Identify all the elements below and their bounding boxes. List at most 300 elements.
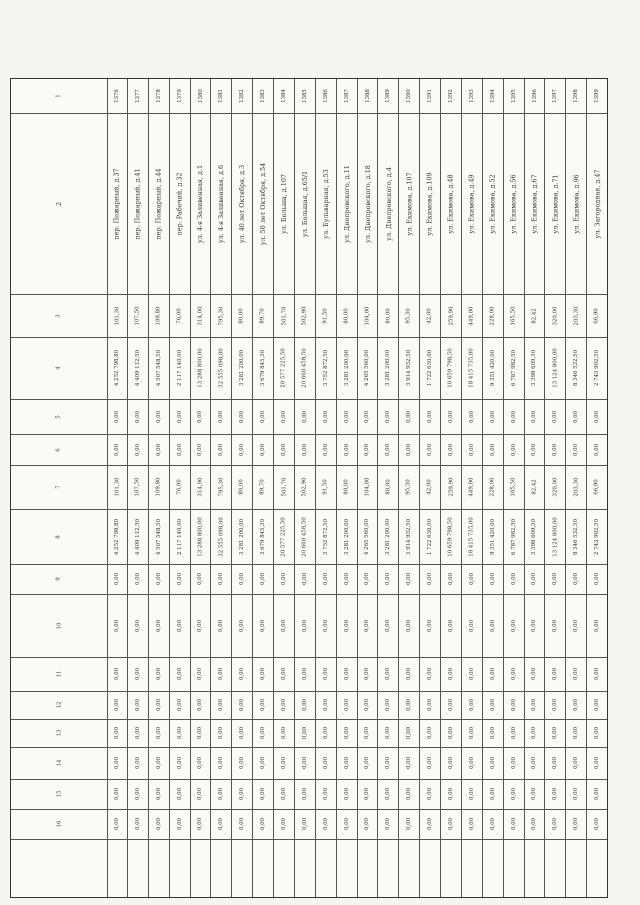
cell-text: 1386 xyxy=(322,89,329,103)
table-cell xyxy=(587,294,607,337)
cell-text: 80,00 xyxy=(239,479,246,495)
cell-text: 0,00 xyxy=(280,698,287,712)
table-cell xyxy=(232,337,252,399)
table-cell xyxy=(462,809,482,839)
cell-text: 3 281 200,00 xyxy=(385,518,392,555)
table-cell xyxy=(337,779,357,809)
cell-text: 0,00 xyxy=(489,619,496,632)
cell-text: 2 743 902,50 xyxy=(594,349,601,387)
cell-text: 80,00 xyxy=(385,307,392,324)
table-cell xyxy=(295,691,315,719)
table-cell xyxy=(462,113,482,294)
cell-text: 4 507 548,50 xyxy=(155,349,162,387)
cell-text: 0,00 xyxy=(113,756,120,770)
table-cell xyxy=(462,657,482,691)
cell-text: 0,00 xyxy=(468,443,475,456)
cell-text: 0,00 xyxy=(197,698,204,712)
cell-text: 0,00 xyxy=(510,756,517,770)
cell-text: ул. 40 лет Октября, д.3 xyxy=(238,164,247,243)
cell-text: 0,00 xyxy=(385,698,392,712)
table-cell xyxy=(149,294,169,337)
cell-text: 0,00 xyxy=(364,726,371,740)
cell-text: 1 722 630,00 xyxy=(427,349,434,387)
cell-text: 6 xyxy=(56,447,62,452)
cell-text: 2 117 140,00 xyxy=(176,349,183,387)
cell-text: 0,00 xyxy=(489,572,496,586)
table-cell xyxy=(358,79,378,113)
cell-text: 0,00 xyxy=(364,443,371,456)
cell-text: 0,00 xyxy=(406,787,413,801)
table-cell xyxy=(358,747,378,779)
table-cell xyxy=(337,594,357,657)
table-cell xyxy=(587,564,607,594)
table-row xyxy=(525,79,546,897)
cell-text: 0,00 xyxy=(468,619,475,632)
cell-text: 1 722 630,00 xyxy=(427,518,434,555)
table-cell xyxy=(191,779,211,809)
table-cell xyxy=(316,337,336,399)
cell-text: 0,00 xyxy=(176,667,183,681)
cell-text: 0,00 xyxy=(364,572,371,586)
cell-text: 0,00 xyxy=(134,619,141,632)
cell-text: 0,00 xyxy=(510,667,517,681)
cell-text: 0,00 xyxy=(260,667,267,681)
table-cell xyxy=(587,113,607,294)
table-cell xyxy=(504,399,524,434)
table-cell xyxy=(587,691,607,719)
table-cell xyxy=(191,113,211,294)
table-cell xyxy=(545,509,565,564)
table-cell xyxy=(358,337,378,399)
row-divider xyxy=(11,399,607,400)
table-cell xyxy=(525,747,545,779)
table-cell xyxy=(483,113,503,294)
cell-text: 0,00 xyxy=(239,667,246,681)
cell-text: 0,00 xyxy=(594,443,601,456)
table-cell xyxy=(170,79,190,113)
cell-text: 3 281 200,00 xyxy=(343,518,350,555)
table-row xyxy=(483,79,504,897)
cell-text: 165,50 xyxy=(510,477,517,497)
cell-text: 0,00 xyxy=(113,443,120,456)
table-cell xyxy=(316,594,336,657)
table-cell xyxy=(587,719,607,747)
table-cell xyxy=(420,747,440,779)
table-cell xyxy=(253,113,273,294)
cell-text: 0,00 xyxy=(155,667,162,681)
table-cell xyxy=(295,747,315,779)
table-cell xyxy=(274,294,294,337)
table-cell xyxy=(483,747,503,779)
cell-text: 0,00 xyxy=(447,817,454,831)
table-cell xyxy=(566,779,586,809)
table-cell xyxy=(378,113,398,294)
cell-text: 3 914 932,50 xyxy=(406,518,413,555)
cell-text: 0,00 xyxy=(301,443,308,456)
cell-text: 0,00 xyxy=(343,698,350,712)
cell-text: 0,00 xyxy=(218,410,225,423)
table-cell xyxy=(358,434,378,465)
table-cell xyxy=(107,809,127,839)
cell-text: 9 xyxy=(56,577,62,581)
table-cell xyxy=(191,594,211,657)
table-cell xyxy=(128,509,148,564)
cell-text: 0,00 xyxy=(301,698,308,712)
table-cell xyxy=(170,691,190,719)
table-cell xyxy=(420,509,440,564)
table-row xyxy=(253,79,274,897)
table-cell xyxy=(107,594,127,657)
cell-text: 1382 xyxy=(239,89,246,103)
cell-text: 0,00 xyxy=(113,726,120,740)
cell-text: 1397 xyxy=(552,89,559,103)
cell-text: 0,00 xyxy=(447,572,454,586)
cell-text: 0,00 xyxy=(510,787,517,801)
table-cell xyxy=(358,657,378,691)
table-cell xyxy=(316,465,336,509)
cell-text: 0,00 xyxy=(573,619,580,632)
table-cell xyxy=(191,691,211,719)
row-divider xyxy=(11,564,607,565)
cell-text: 0,00 xyxy=(239,443,246,456)
row-divider xyxy=(11,465,607,466)
table-cell xyxy=(504,294,524,337)
table-cell xyxy=(525,337,545,399)
table-cell xyxy=(274,399,294,434)
cell-text: 502,90 xyxy=(301,306,308,325)
cell-text: 0,00 xyxy=(364,619,371,632)
cell-text: 0,00 xyxy=(134,572,141,586)
cell-text: 0,00 xyxy=(280,787,287,801)
table-cell xyxy=(253,719,273,747)
table-cell xyxy=(358,294,378,337)
table-cell xyxy=(149,747,169,779)
cell-text: 7 xyxy=(56,485,62,489)
table-cell xyxy=(566,399,586,434)
table-header xyxy=(11,79,108,897)
cell-text: 10 659 798,50 xyxy=(447,348,454,388)
cell-text: 0,00 xyxy=(531,817,538,831)
table-cell xyxy=(107,113,127,294)
cell-text: 0,00 xyxy=(489,443,496,456)
table-cell xyxy=(211,509,231,564)
cell-text: 795,30 xyxy=(218,477,225,497)
table-cell xyxy=(504,691,524,719)
table-cell xyxy=(295,294,315,337)
cell-text: 0,00 xyxy=(218,572,225,586)
cell-text: 3 752 872,50 xyxy=(322,349,329,387)
cell-text: ул. Екимова, д.96 xyxy=(572,173,581,234)
table-cell xyxy=(441,465,461,509)
cell-text: 1377 xyxy=(134,89,141,103)
table-cell xyxy=(441,564,461,594)
table-cell xyxy=(232,465,252,509)
cell-text: 5 xyxy=(56,414,62,419)
cell-text: 0,00 xyxy=(552,443,559,456)
table-cell xyxy=(483,719,503,747)
cell-text: 0,00 xyxy=(322,817,329,831)
table-cell xyxy=(232,79,252,113)
table-cell xyxy=(378,809,398,839)
cell-text: 0,00 xyxy=(260,572,267,586)
table-cell xyxy=(274,779,294,809)
header-cell xyxy=(11,657,107,691)
cell-text: 0,00 xyxy=(406,726,413,740)
cell-text: 0,00 xyxy=(176,572,183,586)
cell-text: 0,00 xyxy=(406,572,413,586)
row-divider xyxy=(11,434,607,435)
cell-text: 0,00 xyxy=(427,756,434,770)
cell-text: 0,00 xyxy=(343,667,350,681)
table-cell xyxy=(378,564,398,594)
cell-text: 0,00 xyxy=(134,756,141,770)
cell-text: 0,00 xyxy=(301,572,308,586)
table-cell xyxy=(399,594,419,657)
table-cell xyxy=(211,465,231,509)
cell-text: 91,50 xyxy=(322,479,329,495)
table-cell xyxy=(295,79,315,113)
table-cell xyxy=(295,594,315,657)
table-cell xyxy=(232,719,252,747)
table-cell xyxy=(462,594,482,657)
header-cell xyxy=(11,691,107,719)
table-cell xyxy=(274,747,294,779)
table-cell xyxy=(274,509,294,564)
table-row xyxy=(441,79,462,897)
table-cell xyxy=(191,399,211,434)
cell-text: 0,00 xyxy=(280,410,287,423)
table-cell xyxy=(232,113,252,294)
table-cell xyxy=(232,434,252,465)
cell-text: 0,00 xyxy=(447,698,454,712)
cell-text: 16 xyxy=(55,820,62,828)
header-cell xyxy=(11,719,107,747)
cell-text: 0,00 xyxy=(406,443,413,456)
cell-text: 0,00 xyxy=(594,410,601,423)
cell-text: 0,00 xyxy=(343,756,350,770)
table-cell xyxy=(545,465,565,509)
cell-text: 0,00 xyxy=(197,817,204,831)
table-cell xyxy=(149,465,169,509)
table-cell xyxy=(128,691,148,719)
table-cell xyxy=(566,79,586,113)
cell-text: ул. 4-я Заливенная, д.6 xyxy=(217,164,226,243)
cell-text: 0,00 xyxy=(573,817,580,831)
table-cell xyxy=(378,657,398,691)
cell-text: 14 xyxy=(55,759,62,767)
table-cell xyxy=(378,691,398,719)
cell-text: 0,00 xyxy=(218,756,225,770)
cell-text: 1378 xyxy=(155,89,162,103)
table-cell xyxy=(441,434,461,465)
table-cell xyxy=(274,113,294,294)
cell-text: 13 288 800,00 xyxy=(197,348,204,388)
table-cell xyxy=(378,399,398,434)
table-cell xyxy=(170,337,190,399)
table-cell xyxy=(545,691,565,719)
table-cell xyxy=(316,113,336,294)
table-cell xyxy=(525,719,545,747)
table-cell xyxy=(420,399,440,434)
table-row xyxy=(107,79,128,897)
table-cell xyxy=(170,747,190,779)
table-cell xyxy=(483,465,503,509)
table-cell xyxy=(566,465,586,509)
cell-text: ул. Днепровского, д.18 xyxy=(363,164,372,243)
cell-text: 0,00 xyxy=(280,572,287,586)
table-cell xyxy=(483,399,503,434)
cell-text: 0,00 xyxy=(218,619,225,632)
cell-text: 0,00 xyxy=(552,787,559,801)
table-cell xyxy=(191,564,211,594)
table-row xyxy=(504,79,525,897)
cell-text: 0,00 xyxy=(468,726,475,740)
cell-text: 107,50 xyxy=(134,477,141,497)
cell-text: 8 346 532,50 xyxy=(573,349,580,387)
cell-text: 1391 xyxy=(427,89,434,103)
cell-text: 0,00 xyxy=(594,619,601,632)
table-cell xyxy=(149,399,169,434)
cell-text: 91,50 xyxy=(322,307,329,324)
table-cell xyxy=(545,564,565,594)
table-cell xyxy=(358,509,378,564)
table-cell xyxy=(149,594,169,657)
table-cell xyxy=(566,691,586,719)
table-cell xyxy=(566,434,586,465)
table-cell xyxy=(107,399,127,434)
cell-text: 20 577 225,50 xyxy=(280,516,287,557)
cell-text: 0,00 xyxy=(552,817,559,831)
cell-text: 0,00 xyxy=(239,787,246,801)
table-cell xyxy=(316,809,336,839)
cell-text: 0,00 xyxy=(134,443,141,456)
table-cell xyxy=(128,594,148,657)
cell-text: 0,00 xyxy=(197,667,204,681)
cell-text: 0,00 xyxy=(406,817,413,831)
cell-text: 0,00 xyxy=(385,572,392,586)
header-cell xyxy=(11,113,107,294)
cell-text: 795,30 xyxy=(218,306,225,325)
table-cell xyxy=(253,691,273,719)
table-cell xyxy=(420,719,440,747)
cell-text: 0,00 xyxy=(510,443,517,456)
table-cell xyxy=(232,294,252,337)
cell-text: 320,00 xyxy=(552,477,559,497)
table-cell xyxy=(191,657,211,691)
table-cell xyxy=(525,809,545,839)
cell-text: 0,00 xyxy=(343,817,350,831)
table-cell xyxy=(483,79,503,113)
table-cell xyxy=(232,509,252,564)
cell-text: 0,00 xyxy=(197,619,204,632)
cell-text: 89,70 xyxy=(260,479,267,495)
table-cell xyxy=(483,337,503,399)
cell-text: 0,00 xyxy=(406,619,413,632)
table-cell xyxy=(462,434,482,465)
table-cell xyxy=(191,509,211,564)
table-cell xyxy=(149,809,169,839)
table-cell xyxy=(566,337,586,399)
table-cell xyxy=(128,809,148,839)
table-cell xyxy=(441,399,461,434)
table-cell xyxy=(295,399,315,434)
cell-text: 80,00 xyxy=(239,307,246,324)
cell-text: 1380 xyxy=(197,89,204,103)
table-cell xyxy=(191,294,211,337)
cell-text: 501,70 xyxy=(280,306,287,325)
table-cell xyxy=(378,509,398,564)
table-cell xyxy=(441,747,461,779)
table-cell xyxy=(399,657,419,691)
cell-text: 0,00 xyxy=(260,698,267,712)
header-cell xyxy=(11,779,107,809)
cell-text: 0,00 xyxy=(197,726,204,740)
cell-text: 0,00 xyxy=(218,817,225,831)
cell-text: 8 346 532,50 xyxy=(573,518,580,555)
cell-text: 104,00 xyxy=(364,477,371,497)
table-cell xyxy=(232,657,252,691)
cell-text: 0,00 xyxy=(301,410,308,423)
cell-text: 0,00 xyxy=(447,443,454,456)
table-cell xyxy=(253,337,273,399)
cell-text: 3 752 872,50 xyxy=(322,518,329,555)
table-cell xyxy=(149,691,169,719)
cell-text: 18 415 735,00 xyxy=(468,348,475,388)
table-cell xyxy=(504,779,524,809)
table-cell xyxy=(441,594,461,657)
cell-text: 1385 xyxy=(301,89,308,103)
cell-text: 0,00 xyxy=(155,698,162,712)
cell-text: 6 787 982,50 xyxy=(510,349,517,387)
cell-text: 4 507 548,50 xyxy=(155,518,162,555)
cell-text: 0,00 xyxy=(155,817,162,831)
cell-text: 0,00 xyxy=(427,787,434,801)
cell-text: 0,00 xyxy=(155,726,162,740)
table-cell xyxy=(399,809,419,839)
cell-text: 0,00 xyxy=(113,817,120,831)
table-cell xyxy=(107,434,127,465)
table-row xyxy=(378,79,399,897)
table-cell xyxy=(211,747,231,779)
table-cell xyxy=(107,337,127,399)
cell-text: 0,00 xyxy=(552,756,559,770)
table-cell xyxy=(211,79,231,113)
table-row xyxy=(566,79,587,897)
row-divider xyxy=(11,113,607,114)
cell-text: 3 679 845,30 xyxy=(260,518,267,555)
cell-text: 3 xyxy=(56,313,62,318)
cell-text: 0,00 xyxy=(447,667,454,681)
cell-text: 0,00 xyxy=(280,443,287,456)
table-cell xyxy=(483,691,503,719)
cell-text: 0,00 xyxy=(468,787,475,801)
table-cell xyxy=(253,294,273,337)
table-cell xyxy=(441,657,461,691)
table-cell xyxy=(274,719,294,747)
table-cell xyxy=(128,434,148,465)
table-cell xyxy=(337,337,357,399)
table-cell xyxy=(483,434,503,465)
table-cell xyxy=(566,564,586,594)
cell-text: 0,00 xyxy=(113,619,120,632)
cell-text: 0,00 xyxy=(113,787,120,801)
table-cell xyxy=(358,719,378,747)
table-cell xyxy=(420,337,440,399)
cell-text: 0,00 xyxy=(406,410,413,423)
cell-text: 0,00 xyxy=(301,726,308,740)
cell-text: 4 265 560,00 xyxy=(364,349,371,387)
cell-text: 9 351 420,00 xyxy=(489,518,496,555)
